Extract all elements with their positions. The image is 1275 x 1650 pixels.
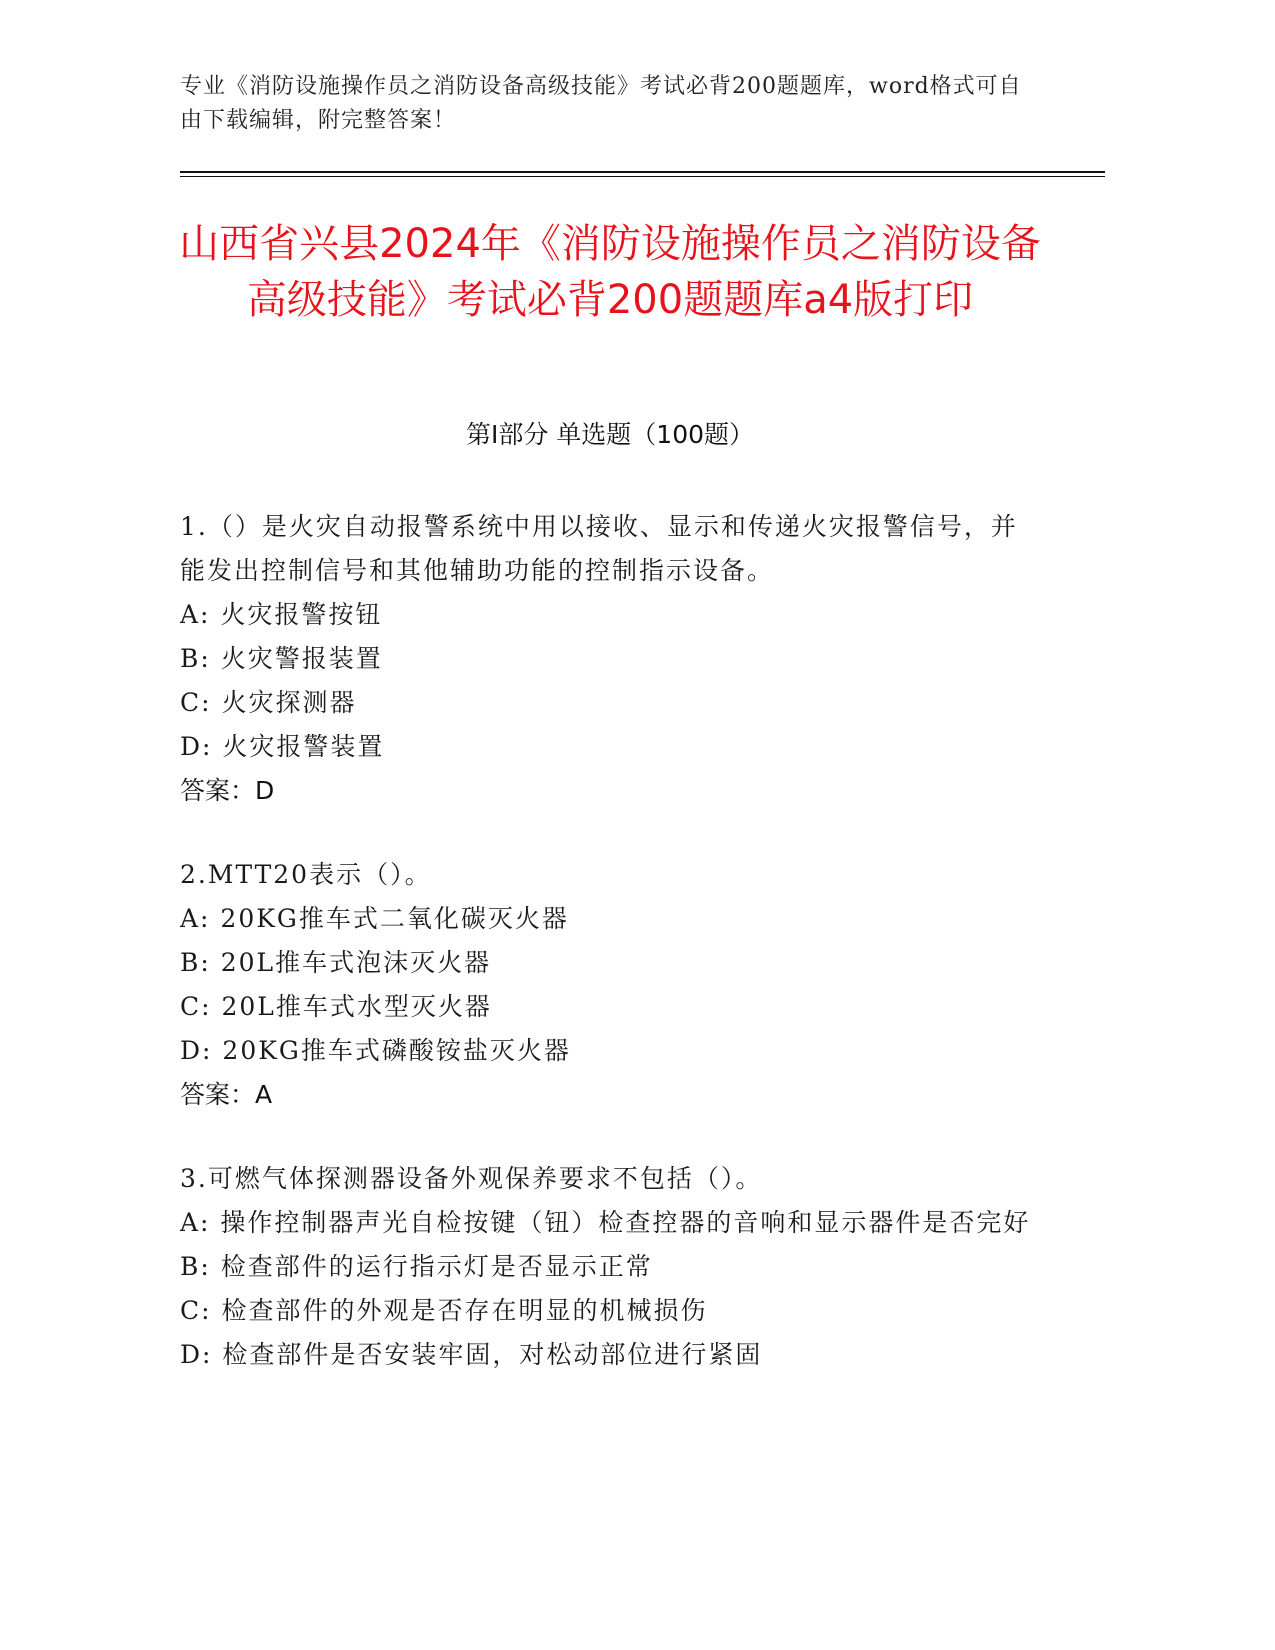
header-divider-thin	[180, 176, 1105, 177]
answer-line: 答案：A	[180, 1080, 273, 1109]
question-2	[180, 853, 1040, 1117]
option-c: C: 火灾探测器	[180, 688, 357, 717]
section-heading: 第I部分 单选题（100题）	[465, 420, 755, 449]
option-b: B: 火灾警报装置	[180, 644, 383, 673]
question-stem: 1.（）是火灾自动报警系统中用以接收、显示和传递火灾报警信号，并能发出控制信号和其他辅助功能的控制指示设备。	[180, 512, 1018, 585]
option-b: B: 20L推车式泡沫灭火器	[180, 948, 492, 977]
option-d: D: 20KG推车式磷酸铵盐灭火器	[180, 1036, 571, 1065]
question-1	[180, 505, 1040, 813]
question-stem: 3.可燃气体探测器设备外观保养要求不包括（）。	[180, 1164, 763, 1193]
header-divider-thick	[180, 171, 1105, 173]
answer-line: 答案：D	[180, 776, 275, 805]
question-3	[180, 1157, 1040, 1377]
option-a: A: 火灾报警按钮	[180, 600, 383, 629]
option-c: C: 20L推车式水型灭火器	[180, 992, 492, 1021]
option-c: C: 检查部件的外观是否存在明显的机械损伤	[180, 1296, 708, 1325]
option-a: A: 操作控制器声光自检按键（钮）检查控器的音响和显示器件是否完好	[180, 1208, 1031, 1237]
option-d: D: 检查部件是否安装牢固，对松动部位进行紧固	[180, 1340, 763, 1369]
option-b: B: 检查部件的运行指示灯是否显示正常	[180, 1252, 653, 1281]
option-a: A: 20KG推车式二氧化碳灭火器	[180, 904, 569, 933]
document-title: 山西省兴县2024年《消防设施操作员之消防设备高级技能》考试必背200题题库a4版打印	[179, 221, 1041, 323]
header-note: 专业《消防设施操作员之消防设备高级技能》考试必背200题题库，word格式可自由下载编辑，附完整答案！	[180, 74, 1022, 133]
option-d: D: 火灾报警装置	[180, 732, 385, 761]
question-stem: 2.MTT20表示（）。	[180, 860, 432, 889]
